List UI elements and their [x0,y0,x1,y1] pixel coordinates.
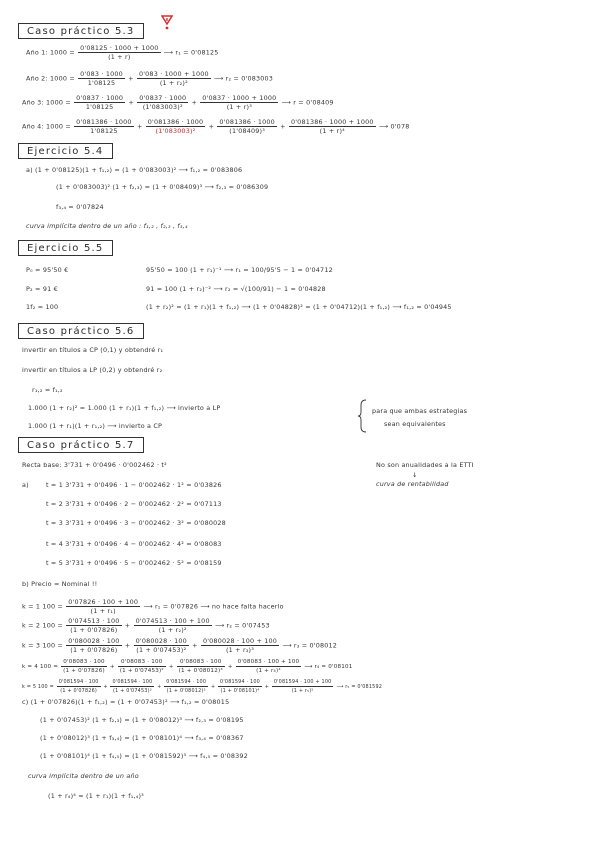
fraction [110,678,154,695]
numerator: 0'080028 · 100 [135,637,187,645]
equation-result: ⟶ r₅ = 0'081592 [336,684,383,690]
denominator: (1 + r)³ [226,103,252,111]
numerator: 0'081386 · 1000 [219,118,275,126]
numerator: 0'083 · 1000 [80,70,123,78]
base-curve: Recta base: 3'731 + 0'0496 · 0'002462 · t² [22,461,167,469]
numerator: 0'081386 · 1000 + 1000 [290,118,374,126]
denominator: (1 + r₂)² [158,626,187,634]
denominator: (1 + 0'07453)² [112,688,152,694]
year-label: Año 2: [26,74,48,83]
plus-sign: + [128,74,134,83]
fraction [272,678,334,695]
fraction [218,678,262,695]
numerator: 0'081386 · 1000 [76,118,132,126]
denominator: (1 + 0'07453)² [119,668,164,674]
fraction [134,617,212,634]
numerator: 0'08083 · 100 [61,658,107,667]
forward-rate-line: (1 + 0'07453)² (1 + f₂,₃) = (1 + 0'08012)³ ⟶ f₂,₃ = 0'08195 [40,716,244,724]
denominator: (1 + r)⁴ [319,127,345,135]
fraction [177,658,225,675]
denominator: (1 + r₅)⁵ [291,688,314,694]
numerator: 0'081386 · 1000 [147,118,204,126]
equation-lhs: 1000 = [50,74,75,83]
year-4-equation: Año 4: 1000 = $\frac{0'081386 \cdot 1000}{1'08125}$ + $\frac{0'081386 \cdot 1000}{\text{(1'083003)²}}$ + $\frac{0'081386 \cdot 1000}{\text{(1'08409)³}}$ + $\frac{0'081386 \cdot 1000 + 1000}{\text{(1 + r)⁴}}$ ⟶ 0'078 [22,118,410,135]
data-line: P₀ = 95'50 € [26,266,69,274]
equation-result: ⟶ r₁ = 0'07826 ⟶ no hace falta hacerlo [143,602,284,611]
fraction [78,70,125,87]
equation-lhs: 100 = [40,664,59,670]
k-label: k = 4 [22,664,39,670]
denominator: (1 + r) [108,53,131,61]
note-text: curva implícita dentro de un año : f₁,₂ , f₂,₃ , f₃,₄ [26,222,188,230]
year-label: Año 3: [22,98,44,107]
numerator: 0'081594 · 100 [112,679,153,685]
section-header-5-6: Caso práctico 5.6 [18,323,144,339]
k4-equation: k = 4 100 = $\frac{0'08083 \cdot 100}{(1 + 0'07826)}$ + $\frac{0'08083 \cdot 100}{\text{(1 + 0'07453)²}}$ + $\frac{0'08083 \cdot 100}{\text{(1 + 0'08012)³}}$ + $\frac{0'08083 \cdot 100 + 100}{\text{(1 + r₄)⁴}}$ ⟶ r₄ = 0'08101 [22,659,353,674]
fraction [200,94,278,111]
denominator: (1 + 0'07826) [70,646,118,654]
part-b-label: b) Precio = Nominal !! [22,580,98,588]
k1-equation [22,598,284,615]
equation-lhs: 100 = [42,641,64,650]
forward-rate-line: c) (1 + 0'07826)(1 + f₁,₂) = (1 + 0'07453)² ⟶ f₁,₂ = 0'08015 [22,698,230,706]
text-line: 1.000 (1 + r₁)(1 + r₁,₂) ⟶ invierto a CP [28,422,163,430]
down-arrow-icon: ↓ [412,471,418,479]
note-text: curva implícita dentro de un año [28,772,139,780]
equation-line: 91 = 100 (1 + r₂)⁻² ⟶ r₂ = √(100/91) − 1 = 0'04828 [146,285,326,293]
numerator: 0'083 · 1000 + 1000 [138,70,209,78]
numerator: 0'080028 · 100 [68,637,120,645]
numerator: 0'074513 · 100 + 100 [135,617,210,625]
numerator: 0'08125 · 1000 + 1000 [80,44,159,52]
side-note: curva de rentabilidad [376,480,449,488]
numerator: 0'081594 · 100 + 100 [273,679,332,685]
denominator: (1 + 0'08012)³ [178,668,223,674]
denominator: (1 + r₂)² [159,79,188,87]
equation-lhs: 1000 = [46,98,71,107]
equation-result: ⟶ r₄ = 0'08101 [304,664,353,670]
section-header-5-7: Caso práctico 5.7 [18,437,144,453]
numerator: 0'081594 · 100 [220,679,260,685]
fraction [61,658,107,675]
denominator: (1 + 0'07826) [63,668,105,674]
equation-result: ⟶ r₂ = 0'07453 [214,621,270,630]
numerator: 0'081594 · 100 [166,679,207,685]
numerator: 0'07826 · 100 + 100 [68,598,139,606]
year-2-equation [26,70,273,87]
numerator: 0'0837 · 1000 [76,94,124,102]
term-line: t = 2 3'731 + 0'0496 · 2 − 0'002462 · 2² = 0'07113 [46,500,222,508]
k-label: k = 2 [22,621,41,630]
denominator: 1'08125 [90,127,118,135]
denominator: (1'08409)³ [229,127,265,135]
forward-rate-line: (1 + 0'08012)³ (1 + f₃,₄) = (1 + 0'08101)⁴ ⟶ f₃,₄ = 0'08367 [40,734,244,742]
equation-result: ⟶ r₁ = 0'08125 [163,48,219,57]
data-line: P₂ = 91 € [26,285,58,293]
equation-line: (1 + r₂)² = (1 + r₁)(1 + f₁,₂) ⟶ (1 + 0'04828)² = (1 + 0'04712)(1 + f₁,₂) ⟶ f₁,₂ = 0'04945 [146,303,452,311]
numerator: 0'08083 · 100 [118,658,166,667]
equation-result: ⟶ r = 0'08409 [281,98,334,107]
numerator: 0'0837 · 1000 [139,94,187,102]
denominator: (1 + r₃)³ [225,646,255,654]
text-line: 1.000 (1 + r₂)² = 1.000 (1 + r₁)(1 + f₁,₂) ⟶ invierto a LP [28,404,221,412]
denominator: 1'08125 [85,103,114,111]
numerator: 0'081594 · 100 [58,679,99,685]
denominator: 1'08125 [87,79,116,87]
fraction [74,94,125,111]
denominator: (1 + r₄)⁴ [256,668,281,674]
denominator: (1 + 0'07453)² [136,646,187,654]
fraction [74,118,134,135]
fraction [57,678,101,695]
curly-brace-icon [358,399,368,433]
year-1-equation [26,44,219,61]
k-label: k = 5 [22,684,37,690]
fraction [137,70,211,87]
k-label: k = 3 [22,641,41,650]
fraction [118,658,166,675]
denominator: (1'083003)² [155,127,196,135]
fraction [66,598,140,615]
fraction [289,118,376,135]
term-line: t = 4 3'731 + 0'0496 · 4 − 0'002462 · 4² = 0'08083 [46,540,222,548]
fraction [66,637,121,654]
side-note: sean equivalentes [384,420,446,428]
warning-icon [161,14,173,32]
equation-result: ⟶ r₂ = 0'083003 [214,74,274,83]
final-equation: (1 + r₄)⁴ = (1 + r₁)(1 + f₁,₄)³ [48,792,144,800]
fraction [146,118,206,135]
side-note: para que ambas estrategias [372,407,468,415]
k-label: k = 1 [22,602,41,611]
fraction [66,617,121,634]
equation-lhs: 100 = [42,621,64,630]
equation-lhs: 1000 = [50,48,75,57]
fraction [164,678,208,695]
text-line: invertir en títulos a CP (0,1) y obtendré r₁ [22,346,164,354]
fraction [137,94,188,111]
data-line: 1f₂ = 100 [26,303,59,311]
k3-equation: k = 3 100 = $\frac{0'080028 \cdot 100}{(1 + 0'07826)}$ + $\frac{0'080028 \cdot 100}{\text{(1 + 0'07453)²}}$ + $\frac{0'080028 \cdot 100 + 100}{\text{(1 + r₃)³}}$ ⟶ r₃ = 0'08012 [22,637,338,654]
side-note: No son anualidades a la ETTI [376,461,474,469]
forward-rate-line: a) (1 + 0'08125)(1 + f₁,₂) = (1 + 0'083003)² ⟶ f₁,₂ = 0'083806 [26,166,243,174]
numerator: 0'0837 · 1000 + 1000 [202,94,277,102]
fraction [78,44,160,61]
k5-equation: k = 5 100 = $\frac{0'081594 \cdot 100}{(1 + 0'07826)}$ + $\frac{0'081594 \cdot 100}{\text{(1 + 0'07453)²}}$ + $\frac{0'081594 \cdot 100}{\text{(1 + 0'08012)³}}$ + $\frac{0'081594 \cdot 100}{\text{(1 + 0'08101)⁴}}$ + $\frac{0'081594 \cdot 100 + 100}{\text{(1 + r₅)⁵}}$ ⟶ r₅ = 0'081592 [22,679,383,694]
denominator: (1 + r₁) [90,607,116,615]
equation-lhs: 100 = [42,602,64,611]
numerator: 0'08083 · 100 [177,658,225,667]
fraction [217,118,277,135]
year-3-equation: Año 3: 1000 = $\frac{0'0837 \cdot 1000}{1'08125}$ + $\frac{0'0837 \cdot 1000}{\text{(1'083003)²}}$ + $\frac{0'0837 \cdot 1000 + 1000}{\text{(1 + r)³}}$ ⟶ r = 0'08409 [22,94,334,111]
year-label: Año 1: [26,48,48,57]
numerator: 0'074513 · 100 [68,617,120,625]
term-line: t = 5 3'731 + 0'0496 · 5 − 0'002462 · 5² = 0'08159 [46,559,222,567]
equation-result: ⟶ r₃ = 0'08012 [282,641,338,650]
fraction [134,637,189,654]
equation-lhs: 1000 = [46,122,71,131]
denominator: (1'083003)² [142,103,183,111]
fraction [201,637,279,654]
numerator: 0'08083 · 100 + 100 [237,659,300,665]
fraction [236,658,302,675]
year-label: Año 4: [22,122,44,131]
numerator: 0'080028 · 100 + 100 [202,637,278,645]
forward-rate-line: (1 + 0'083003)² (1 + f₂,₃) = (1 + 0'08409)³ ⟶ f₂,₃ = 0'086309 [56,183,269,191]
equation-line: 95'50 = 100 (1 + r₁)⁻¹ ⟶ r₁ = 100/95'5 − 1 = 0'04712 [146,266,333,274]
section-header-5-5: Ejercicio 5.5 [18,240,113,256]
forward-rate-line: (1 + 0'08101)⁴ (1 + f₄,₅) = (1 + 0'081592)⁵ ⟶ f₄,₅ = 0'08392 [40,752,248,760]
equation-lhs: 100 = [37,684,54,690]
forward-rate-line: f₃,₄ = 0'07824 [56,203,104,211]
text-line: invertir en títulos a LP (0,2) y obtendré r₂ [22,366,163,374]
term-line: t = 1 3'731 + 0'0496 · 1 − 0'002462 · 1² = 0'03826 [46,481,222,489]
k2-equation: k = 2 100 = $\frac{0'074513 \cdot 100}{(1 + 0'07826)}$ + $\frac{0'074513 \cdot 100 + 100}{\text{(1 + r₂)²}}$ ⟶ r₂ = 0'07453 [22,617,270,634]
denominator: (1 + 0'07826) [60,688,98,694]
denominator: (1 + 0'07826) [70,626,118,634]
term-line: t = 3 3'731 + 0'0496 · 3 − 0'002462 · 3² = 0'080028 [46,519,226,527]
denominator: (1 + 0'08012)³ [166,688,206,694]
section-header-5-3: Caso práctico 5.3 [18,23,144,39]
denominator: (1 + 0'08101)⁴ [220,688,260,694]
equation-result: ⟶ 0'078 [378,122,410,131]
section-header-5-4: Ejercicio 5.4 [18,143,113,159]
text-line: r₁,₂ = f₁,₂ [32,386,63,394]
part-label: a) [22,481,29,489]
